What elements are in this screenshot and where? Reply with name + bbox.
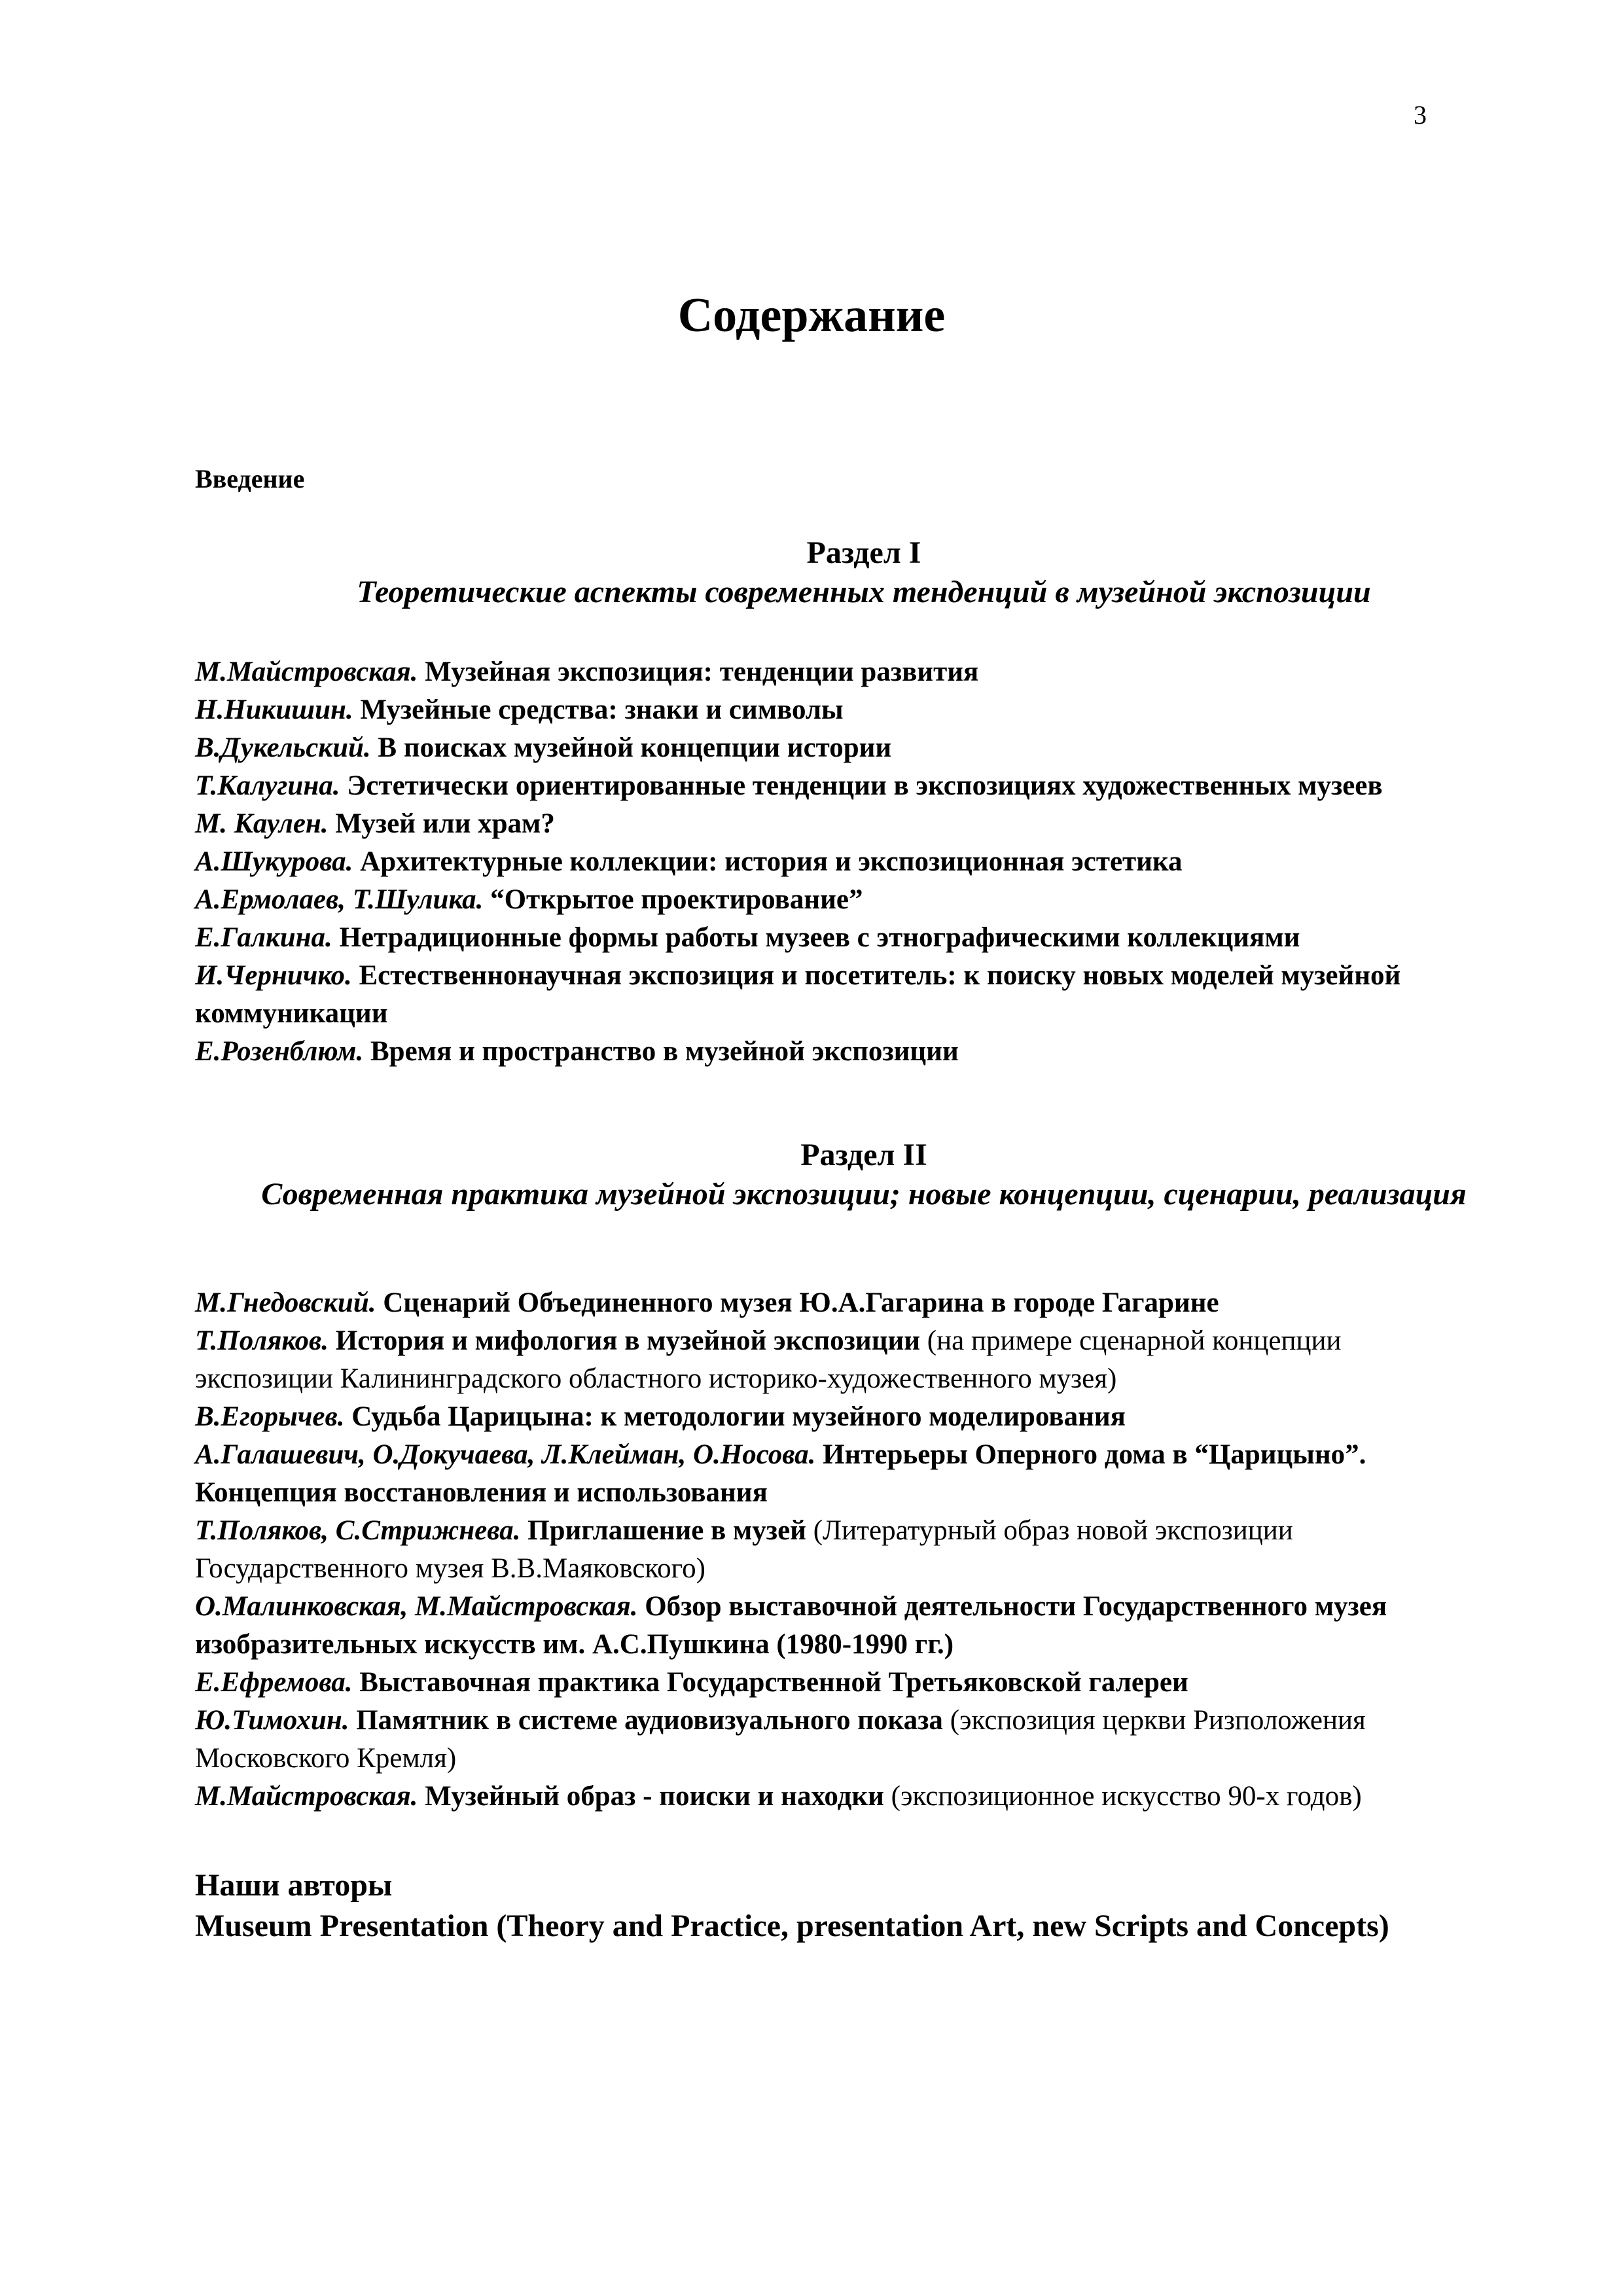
toc-entry — [195, 957, 1452, 1033]
section-1-heading — [249, 533, 1479, 612]
intro-heading: Введение — [195, 464, 305, 493]
entry-title: Архитектурные коллекции: история и экспозиционная эстетика — [360, 846, 1183, 877]
entry-title: “Открытое проектирование” — [490, 884, 863, 915]
toc-entry — [195, 1322, 1452, 1398]
entry-title: Сценарий Объединенного музея Ю.А.Гагарина в городе Гагарине — [383, 1287, 1219, 1318]
entry-title: Музейные средства: знаки и символы — [360, 694, 844, 725]
page-number: 3 — [1414, 100, 1427, 130]
section-1-title: Теоретические аспекты современных тенденций в музейной экспозиции — [357, 575, 1371, 609]
entry-author: А.Галашевич, О.Докучаева, Л.Клейман, О.Носова. — [195, 1439, 816, 1470]
toc-entry — [195, 767, 1452, 805]
entry-author: М.Майстровская. — [195, 656, 418, 687]
toc-entry — [195, 843, 1452, 881]
entry-author: Н.Никишин. — [195, 694, 353, 725]
entry-author: В.Дукельский. — [195, 732, 371, 763]
toc-entry — [195, 1398, 1452, 1436]
entry-author: А.Шукурова. — [195, 846, 353, 877]
entry-title: Обзор выставочной деятельности Государственного музея изобразительных искусств им. А.С.Пушкина (1980-1990 гг.) — [195, 1591, 1387, 1660]
toc-entry — [195, 1702, 1452, 1778]
entry-author: Т.Поляков, С.Стрижнева. — [195, 1515, 521, 1546]
entry-author: Т.Калугина. — [195, 770, 340, 801]
toc-entry — [195, 1512, 1452, 1588]
entry-title: Судьба Царицына: к методологии музейного моделирования — [351, 1401, 1126, 1432]
entry-title: Нетрадиционные формы работы музеев с этнографическими коллекциями — [339, 922, 1300, 953]
toc-entry — [195, 1664, 1452, 1702]
toc-entry — [195, 1588, 1452, 1664]
entry-author: М.Гнедовский. — [195, 1287, 376, 1318]
entry-author: Т.Поляков. — [195, 1325, 329, 1356]
entry-note: (на примере сценарной концепции экспозиции Калининградского областного историко-художественного музея) — [195, 1325, 1342, 1394]
toc-entry — [195, 1033, 1452, 1071]
entry-title: В поисках музейной концепции истории — [378, 732, 892, 763]
entry-author: Е.Галкина. — [195, 922, 332, 953]
entry-author: В.Егорычев. — [195, 1401, 345, 1432]
section-2-label: Раздел II — [800, 1138, 927, 1172]
toc-entry — [195, 1284, 1452, 1322]
entry-author: М. Каулен. — [195, 808, 329, 839]
entry-title: Время и пространство в музейной экспозиции — [370, 1036, 959, 1067]
toc-entry — [195, 881, 1452, 919]
entry-title: Музей или храм? — [335, 808, 555, 839]
entry-title: Памятник в системе аудиовизуального показа — [356, 1705, 943, 1736]
footer-block — [195, 1865, 1438, 1946]
page-title: Содержание — [677, 289, 946, 342]
entry-author: Ю.Тимохин. — [195, 1705, 349, 1736]
entry-title: История и мифология в музейной экспозиции — [335, 1325, 921, 1356]
toc-entry — [195, 653, 1452, 691]
english-title: Museum Presentation (Theory and Practice, presentation Art, new Scripts and Concepts) — [195, 1909, 1389, 1943]
toc-entry — [195, 805, 1452, 843]
toc-entry — [195, 729, 1452, 767]
entry-title: Эстетически ориентированные тенденции в экспозициях художественных музеев — [347, 770, 1383, 801]
toc-entry — [195, 1778, 1452, 1816]
section-1-label: Раздел I — [806, 535, 921, 570]
entry-author: Е.Розенблюм. — [195, 1036, 364, 1067]
entry-title: Естественнонаучная экспозиция и посетитель: к поиску новых моделей музейной коммуникации — [195, 960, 1401, 1029]
section-2-title: Современная практика музейной экспозиции; новые концепции, сценарии, реализация — [261, 1177, 1467, 1211]
toc-entry — [195, 691, 1452, 729]
entry-title: Выставочная практика Государственной Третьяковской галереи — [359, 1667, 1188, 1698]
entry-note: (экспозиционное искусство 90-х годов) — [891, 1781, 1362, 1812]
entry-note: (Литературный образ новой экспозиции Государственного музея В.В.Маяковского) — [195, 1515, 1293, 1584]
entry-author: А.Ермолаев, Т.Шулика. — [195, 884, 484, 915]
entry-author: И.Черничко. — [195, 960, 352, 991]
entry-author: М.Майстровская. — [195, 1781, 418, 1812]
entry-title: Приглашение в музей — [520, 1515, 806, 1546]
section-2-heading — [249, 1136, 1479, 1214]
entry-note: (экспозиция церкви Ризположения Московского Кремля) — [195, 1705, 1366, 1774]
our-authors-heading: Наши авторы — [195, 1868, 393, 1903]
section-2-entries — [195, 1284, 1452, 1816]
entry-title: Музейный образ - поиски и находки — [425, 1781, 884, 1812]
section-1-entries — [195, 653, 1452, 1071]
toc-entry — [195, 919, 1452, 957]
entry-author: О.Малинковская, М.Майстровская. — [195, 1591, 638, 1622]
entry-title: Интерьеры Оперного дома в “Царицыно”. Концепция восстановления и использования — [195, 1439, 1366, 1508]
entry-title: Музейная экспозиция: тенденции развития — [425, 656, 979, 687]
toc-entry — [195, 1436, 1452, 1512]
entry-author: Е.Ефремова. — [195, 1667, 353, 1698]
